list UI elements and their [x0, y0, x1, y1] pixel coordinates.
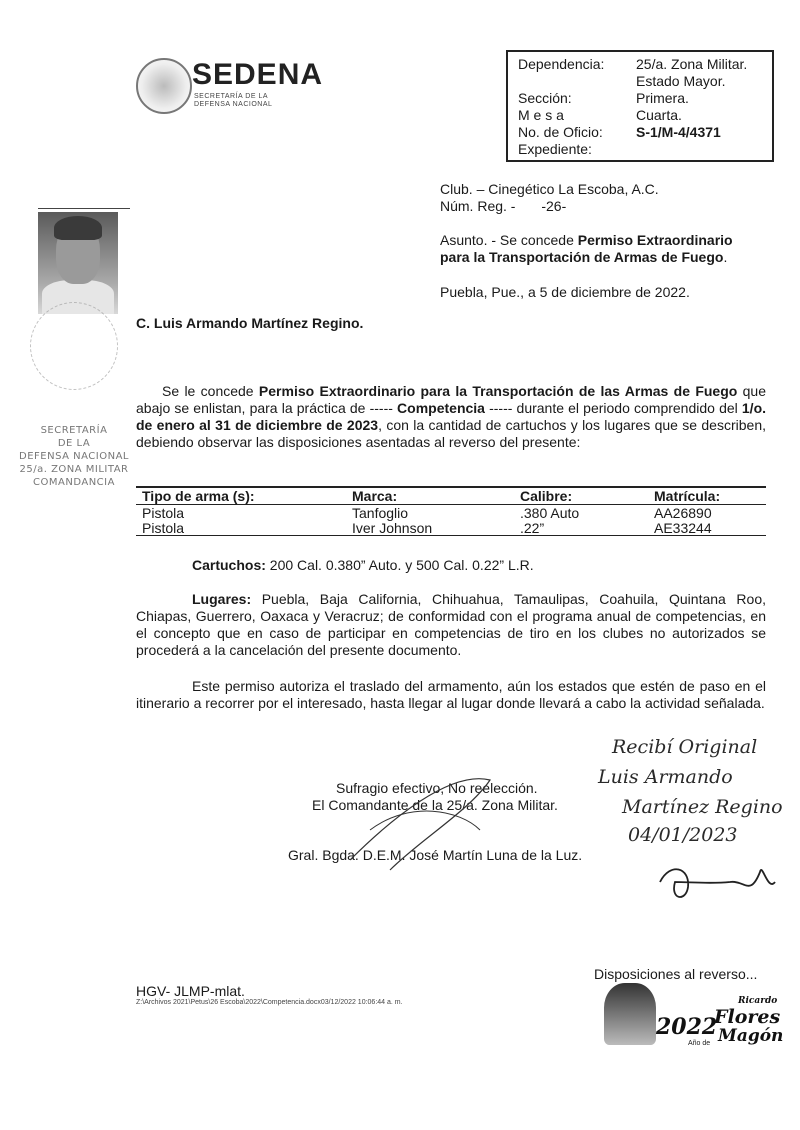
- badge-subtitle: Año de: [688, 1040, 711, 1047]
- header-matricula: Matrícula:: [654, 488, 721, 504]
- table-header: [136, 486, 766, 505]
- cell: AE33244: [654, 520, 712, 536]
- cell: .380 Auto: [520, 505, 580, 521]
- stamp-line-3: DEFENSA NACIONAL: [19, 451, 129, 462]
- header-calibre: Calibre:: [520, 488, 573, 504]
- subject: [440, 232, 770, 266]
- seccion-value: Primera.: [636, 90, 689, 106]
- commander-name: Gral. Bgda. D.E.M. José Martín Luna de la Luz.: [288, 847, 583, 863]
- reference-box: [506, 50, 774, 162]
- registration-label: Núm. Reg. -: [440, 198, 516, 214]
- cell: AA26890: [654, 505, 712, 521]
- recipient-signature: [650, 852, 790, 912]
- cartridges-line: Cartuchos: 200 Cal. 0.380” Auto. y 500 Cal. 0.22” L.R.: [192, 557, 534, 573]
- header-tipo: Tipo de arma (s):: [142, 488, 255, 504]
- cell: Tanfoglio: [352, 505, 409, 521]
- subject-end: .: [723, 249, 728, 265]
- handwritten-line-1: Recibí Original: [612, 736, 758, 758]
- place-date: Puebla, Pue., a 5 de diciembre de 2022.: [440, 284, 690, 300]
- mesa-value: Cuarta.: [636, 107, 682, 123]
- recipient-name: C. Luis Armando Martínez Regino.: [136, 315, 364, 331]
- club-name: Club. – Cinegético La Escoba, A.C.: [440, 181, 659, 197]
- motto: Sufragio efectivo, No reelección.: [336, 780, 538, 796]
- expediente-label: Expediente:: [518, 141, 592, 157]
- mesa-label: M e s a: [518, 107, 564, 123]
- initials: HGV- JLMP-mlat.: [136, 983, 245, 999]
- photo-top-line: [38, 208, 130, 209]
- dependencia-label: Dependencia:: [518, 56, 605, 72]
- dependencia-value-2: Estado Mayor.: [636, 73, 726, 89]
- logo-title: SEDENA: [192, 58, 324, 91]
- places-paragraph: Lugares: Puebla, Baja California, Chihuahua, Tamaulipas, Coahuila, Quintana Roo, Chiapas, Guerrero, Oaxaca y Veracruz; de conformidad con el programa anual de competencias, en el concepto que en caso de participar en competencias de tiro en los clubes no autorizados se procederá a la cancelación del presente documento.: [136, 591, 766, 658]
- file-path: Z:\Archivos 2021\Petus\26 Escoba\2022\Competencia.docx03/12/2022 10:06:44 a. m.: [136, 999, 403, 1006]
- table-row: [136, 520, 766, 536]
- flores-magon-portrait: [604, 983, 656, 1045]
- command-stamp: [10, 424, 138, 489]
- subject-bold-2: para la Transportación de Armas de Fuego: [440, 249, 724, 265]
- seccion-label: Sección:: [518, 90, 572, 106]
- subject-prefix: Asunto. - Se concede: [440, 232, 578, 248]
- badge-name-3: Magón: [718, 1026, 784, 1046]
- badge-name-1: Ricardo: [738, 996, 778, 1006]
- disposiciones-note: Disposiciones al reverso...: [594, 966, 758, 982]
- header-marca: Marca:: [352, 488, 398, 504]
- dependencia-value: 25/a. Zona Militar.: [636, 56, 748, 72]
- seal-stamp: [30, 302, 118, 390]
- oficio-value: S-1/M-4/4371: [636, 124, 721, 140]
- stamp-line-5: COMANDANCIA: [33, 477, 115, 488]
- stamp-line-1: SECRETARÍA: [40, 425, 108, 436]
- table-row: [136, 505, 766, 520]
- main-paragraph: Se le concede Permiso Extraordinario para la Transportación de las Armas de Fuego que abajo se enlistan, para la práctica de ----- Competencia ----- durante el periodo comprendido del 1/o. de enero al 31 de diciembre de 2023, con la cantidad de cartuchos y los lugares que se describen, debiendo observar las disposiciones asentadas al reverso del presente:: [136, 383, 767, 450]
- logo-subtitle-line2: DEFENSA NACIONAL: [194, 101, 273, 108]
- registration: [440, 198, 566, 214]
- cell: Iver Johnson: [352, 520, 433, 536]
- cell: Pistola: [142, 520, 185, 536]
- stamp-line-4: 25/a. ZONA MILITAR: [19, 464, 129, 475]
- signature-scribble: [330, 760, 510, 880]
- commander-title: El Comandante de la 25/a. Zona Militar.: [312, 797, 558, 813]
- stamp-line-2: DE LA: [57, 438, 91, 449]
- badge-year: 2022: [656, 1014, 718, 1040]
- mexico-seal-icon: [136, 58, 192, 114]
- logo-subtitle: [194, 93, 272, 109]
- cell: .22”: [520, 520, 545, 536]
- weapons-table: [136, 486, 766, 536]
- recipient-photo: [38, 212, 118, 314]
- handwritten-date: 04/01/2023: [628, 824, 738, 846]
- subject-bold-1: Permiso Extraordinario: [577, 232, 733, 248]
- cell: Pistola: [142, 505, 185, 521]
- badge-name-2: Flores: [714, 1006, 781, 1028]
- registration-value: -26-: [541, 198, 567, 214]
- handwritten-line-2: Luis Armando: [598, 766, 733, 788]
- logo-subtitle-line1: SECRETARÍA DE LA: [194, 93, 269, 100]
- handwritten-line-3: Martínez Regino: [622, 796, 783, 818]
- permit-paragraph: Este permiso autoriza el traslado del armamento, aún los estados que estén de paso en el itinerario a recorrer por el interesado, hasta llegar al lugar donde llevará a cabo la actividad señalada.: [136, 678, 766, 711]
- oficio-label: No. de Oficio:: [518, 124, 603, 140]
